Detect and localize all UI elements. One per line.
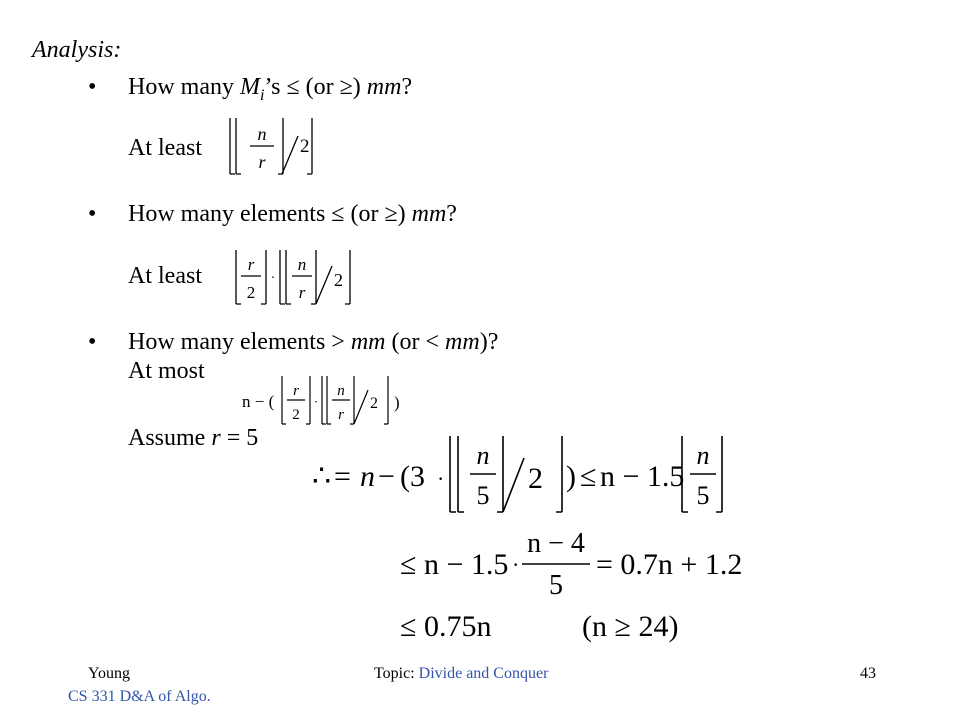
- f5-den: 5: [549, 570, 563, 600]
- f5-rhs: = 0.7n + 1.2: [596, 548, 743, 581]
- f4-le: ≤: [580, 460, 597, 493]
- q3-mm1: mm: [350, 329, 386, 355]
- assume-var: r: [211, 425, 221, 451]
- slide-heading: Analysis:: [32, 37, 122, 63]
- q1-var: M: [239, 74, 260, 100]
- f3-r2: r: [338, 407, 344, 423]
- f2-two-b: 2: [334, 270, 343, 290]
- assume-line: [128, 424, 258, 452]
- f4-num2: n: [696, 441, 710, 470]
- f4-eq: =: [334, 460, 351, 493]
- f4-therefore: ∴: [312, 460, 332, 493]
- footer-author: Young: [88, 665, 130, 682]
- q1-mm: mm: [366, 74, 402, 100]
- f2-dot: ·: [270, 271, 276, 286]
- footer-topic: [374, 665, 548, 683]
- f6-cond: (n ≥ 24): [582, 610, 679, 643]
- question-2: [128, 200, 457, 228]
- formula-1: [224, 112, 324, 178]
- footer-topic-prefix: Topic:: [374, 665, 419, 682]
- f2-two-a: 2: [246, 283, 256, 302]
- assume-suffix: = 5: [220, 425, 259, 451]
- bullet-1: •: [88, 74, 97, 100]
- q2-open: (or: [344, 201, 385, 227]
- f1-den: r: [258, 152, 266, 172]
- q1-sub: i: [259, 86, 265, 104]
- footer-topic-value: Divide and Conquer: [418, 665, 549, 682]
- f2-r2: r: [298, 283, 306, 302]
- f4-lparen3: (3: [400, 460, 425, 493]
- q2-ge: ≥: [384, 201, 398, 227]
- f4-dot: ·: [437, 466, 445, 491]
- f2-r: r: [247, 255, 255, 274]
- q1-ge: ≥: [339, 74, 353, 100]
- formula-2: [228, 244, 360, 310]
- bullet-2: •: [88, 201, 97, 227]
- q2-le: ≤: [331, 201, 345, 227]
- formula-4: [300, 430, 740, 518]
- q2-mm: mm: [411, 201, 447, 227]
- f5-dot: ·: [512, 552, 520, 577]
- f6-lhs: ≤ 0.75n: [400, 610, 492, 643]
- f4-num: n: [476, 441, 490, 470]
- f4-close: ): [566, 460, 576, 493]
- bullet-3: •: [88, 329, 97, 355]
- q1-close: ): [352, 74, 367, 100]
- formula-6: [396, 604, 696, 648]
- f4-den2: 5: [696, 481, 710, 510]
- q2-close: ): [397, 201, 412, 227]
- q1-le: ≤: [286, 74, 300, 100]
- f4-two: 2: [528, 462, 543, 495]
- f4-nminus: n − 1.5: [600, 460, 685, 493]
- f3-two-a: 2: [292, 407, 300, 423]
- answer-2-label: At least: [128, 263, 202, 289]
- f3-two-b: 2: [370, 395, 378, 412]
- formula-5: [396, 526, 756, 600]
- q2-prefix: How many elements: [128, 201, 332, 227]
- f3-close: ): [394, 393, 400, 412]
- f5-num: n − 4: [527, 528, 585, 559]
- f2-n: n: [297, 255, 307, 274]
- answer-1-label: At least: [128, 135, 202, 161]
- footer-course: CS 331 D&A of Algo.: [68, 688, 211, 705]
- f3-r: r: [293, 383, 299, 399]
- q3-end: )?: [479, 329, 499, 355]
- question-1: [128, 73, 412, 110]
- f4-den: 5: [476, 481, 490, 510]
- f4-minus: −: [378, 460, 395, 493]
- f5-lhs: ≤ n − 1.5: [400, 548, 509, 581]
- formula-3: [236, 372, 432, 430]
- q2-qmark: ?: [446, 201, 457, 227]
- f3-dot: ·: [313, 394, 319, 409]
- f3-lead: n − (: [242, 392, 275, 411]
- q1-after: ’s: [264, 74, 287, 100]
- f1-two: 2: [300, 136, 310, 157]
- f3-n: n: [337, 383, 345, 399]
- footer-page-number: 43: [860, 665, 876, 682]
- f4-n: n: [360, 460, 375, 493]
- q1-open: (or: [299, 74, 340, 100]
- q3-prefix: How many elements >: [128, 329, 351, 355]
- answer-3-label: At most: [128, 358, 205, 384]
- assume-prefix: Assume: [128, 425, 212, 451]
- q1-prefix: How many: [128, 74, 240, 100]
- question-3: [128, 328, 498, 356]
- q1-qmark: ?: [401, 74, 413, 100]
- q3-mm2: mm: [445, 329, 480, 355]
- f1-num: n: [257, 124, 267, 144]
- q3-mid: (or <: [385, 329, 446, 355]
